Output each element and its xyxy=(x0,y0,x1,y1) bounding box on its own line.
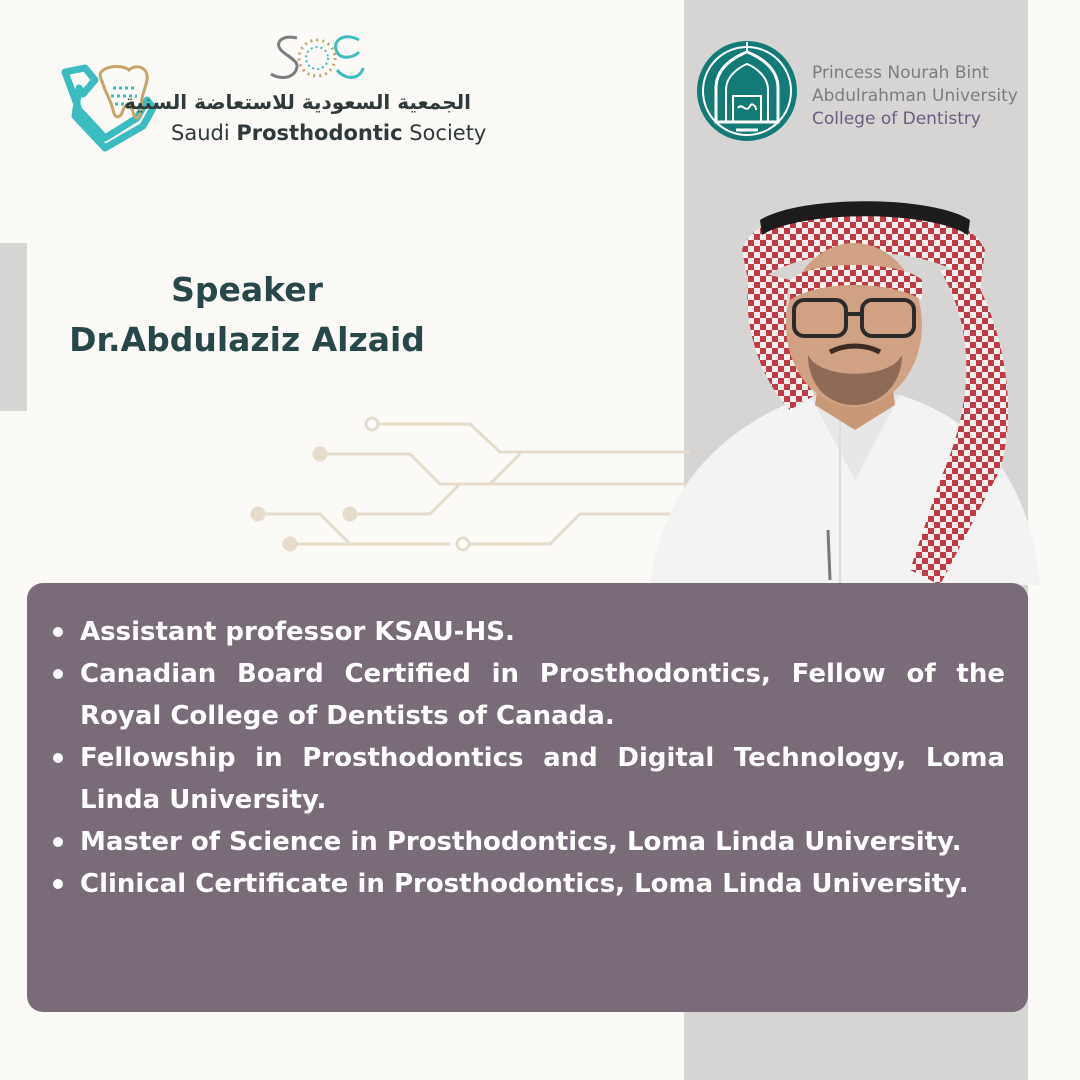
university-name-line1: Princess Nourah Bint xyxy=(812,63,989,83)
bio-item: Assistant professor KSAU-HS. xyxy=(75,611,1005,653)
university-emblem-icon xyxy=(694,38,800,144)
bio-item: Clinical Certificate in Prosthodontics, Loma Linda University. xyxy=(75,863,1005,905)
sps-logo xyxy=(55,30,485,160)
circuit-decoration xyxy=(250,412,690,562)
speaker-name: Dr.Abdulaziz Alzaid xyxy=(69,320,425,359)
bio-item: Fellowship in Prosthodontics and Digital Technology, Loma Linda University. xyxy=(75,737,1005,821)
university-name-line2: Abdulrahman University xyxy=(812,86,1018,106)
college-name: College of Dentistry xyxy=(812,109,981,129)
bio-item: Canadian Board Certified in Prosthodontics, Fellow of the Royal College of Dentists of Canada. xyxy=(75,653,1005,737)
grey-side-tab xyxy=(0,243,27,411)
speaker-photo xyxy=(640,180,1050,585)
bio-item: Master of Science in Prosthodontics, Loma Linda University. xyxy=(75,821,1005,863)
speaker-label: Speaker xyxy=(171,270,323,309)
bio-list xyxy=(75,611,1005,905)
bio-panel xyxy=(27,583,1028,1012)
sps-english-name: Saudi Prosthodontic Society xyxy=(171,121,487,145)
sps-monogram-icon xyxy=(267,30,367,86)
university-name xyxy=(812,62,1018,131)
sps-arabic-name: الجمعية السعودية للاستعاضة السنية xyxy=(123,90,471,114)
speaker-heading xyxy=(30,268,464,368)
